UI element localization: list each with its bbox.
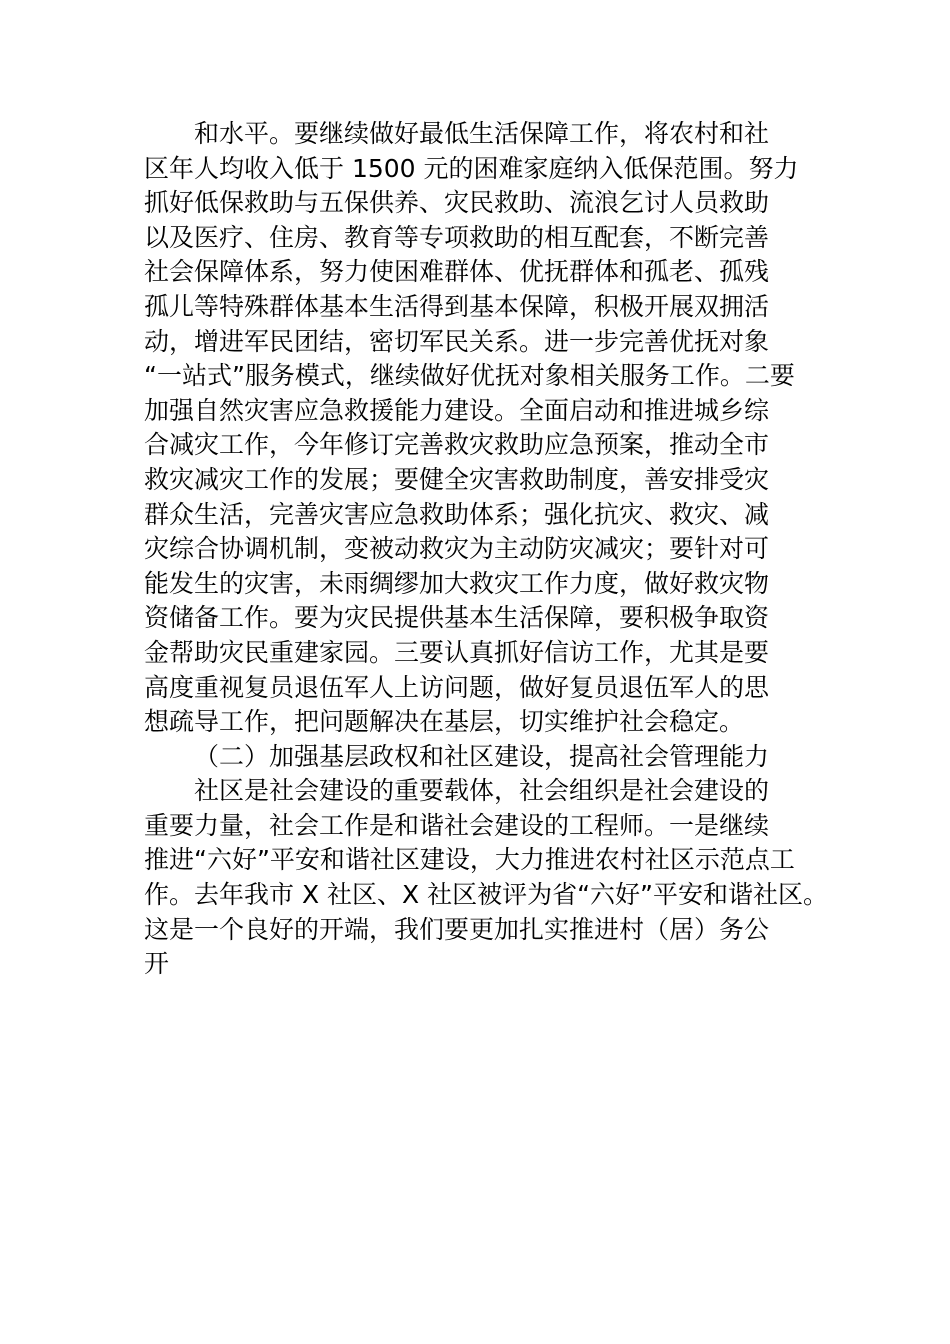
text-line: 开 <box>144 949 170 979</box>
text-line: 抓好低保救助与五保供养、灾民救助、流浪乞讨人员救助 <box>144 188 770 218</box>
text-line: 加强自然灾害应急救援能力建设。全面启动和推进城乡综 <box>144 395 770 425</box>
text-line: 和水平。要继续做好最低生活保障工作，将农村和社 <box>194 119 770 148</box>
text-line: “一站式”服务模式，继续做好优抚对象相关服务工作。二要 <box>144 361 795 391</box>
text-line: 区年人均收入低于 1500 元的困难家庭纳入低保范围。努力 <box>144 153 799 183</box>
text-line: 社会保障体系，努力使困难群体、优抚群体和孤老、孤残 <box>144 257 770 287</box>
text-line: 群众生活，完善灾害应急救助体系；强化抗灾、救灾、减 <box>144 499 770 529</box>
text-line: 这是一个良好的开端，我们要更加扎实推进村（居）务公 <box>144 914 770 944</box>
section-heading: （二）加强基层政权和社区建设，提高社会管理能力 <box>194 741 770 771</box>
text-line: 动，增进军民团结，密切军民关系。进一步完善优抚对象 <box>144 326 770 356</box>
text-line: 社区是社会建设的重要载体，社会组织是社会建设的 <box>194 776 770 806</box>
text-line: 金帮助灾民重建家园。三要认真抓好信访工作，尤其是要 <box>144 637 770 667</box>
text-line: 重要力量，社会工作是和谐社会建设的工程师。一是继续 <box>144 810 770 840</box>
text-line: 作。去年我市 X 社区、X 社区被评为省“六好”平安和谐社区。 <box>144 880 828 910</box>
text-line: 合减灾工作，今年修订完善救灾救助应急预案，推动全市 <box>144 430 770 460</box>
text-line: 推进“六好”平安和谐社区建设，大力推进农村社区示范点工 <box>144 845 795 875</box>
text-line: 救灾减灾工作的发展；要健全灾害救助制度，善安排受灾 <box>144 464 770 494</box>
text-line: 孤儿等特殊群体基本生活得到基本保障，积极开展双拥活 <box>144 291 770 321</box>
text-line: 资储备工作。要为灾民提供基本生活保障，要积极争取资 <box>144 603 770 633</box>
text-line: 能发生的灾害，未雨绸缪加大救灾工作力度，做好救灾物 <box>144 568 770 598</box>
text-line: 高度重视复员退伍军人上访问题，做好复员退伍军人的思 <box>144 672 770 702</box>
body-text <box>144 117 828 982</box>
text-line: 灾综合协调机制，变被动救灾为主动防灾减灾；要针对可 <box>144 534 770 564</box>
text-line: 以及医疗、住房、教育等专项救助的相互配套，不断完善 <box>144 222 770 252</box>
text-line: 想疏导工作，把问题解决在基层，切实维护社会稳定。 <box>144 707 745 737</box>
